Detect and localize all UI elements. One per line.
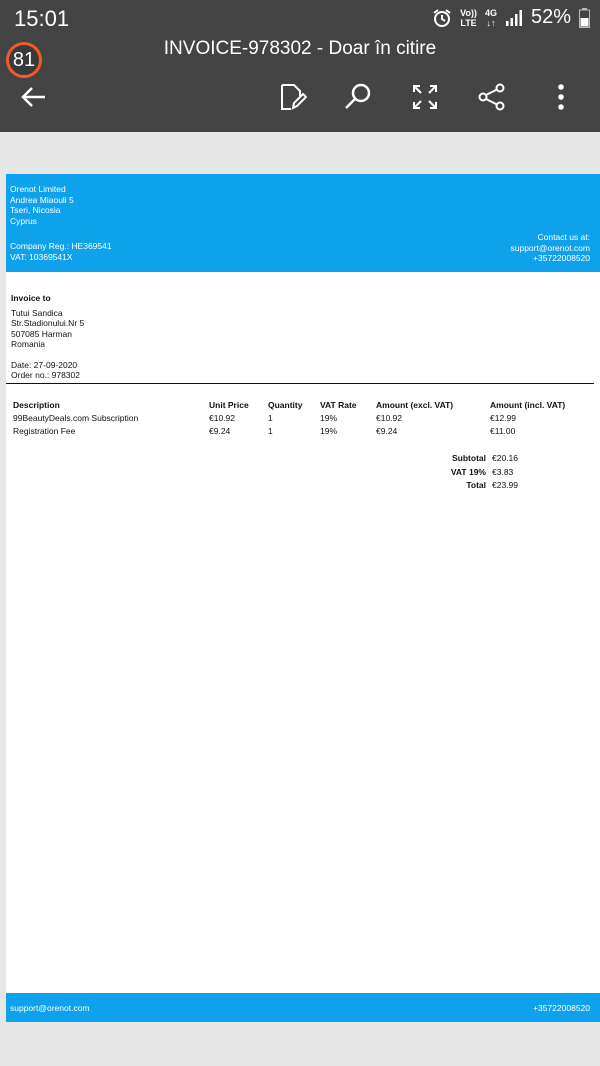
column-header: Unit Price bbox=[209, 399, 249, 410]
bill-to-block bbox=[11, 293, 84, 381]
company-header bbox=[6, 174, 600, 272]
company-registration bbox=[10, 241, 112, 262]
notification-count-badge[interactable]: 81 bbox=[6, 42, 42, 78]
back-arrow-icon bbox=[18, 82, 48, 112]
customer-street: Str.Stadionului.Nr 5 bbox=[11, 318, 85, 328]
company-vat: VAT: 10369541X bbox=[10, 251, 73, 262]
column-header: Quantity bbox=[268, 399, 303, 410]
order-number: Order no.: 978302 bbox=[11, 370, 80, 380]
alarm-icon bbox=[432, 8, 452, 28]
cell-amount-excl: €10.92 bbox=[376, 412, 402, 423]
cell-quantity: 1 bbox=[268, 425, 273, 436]
search-button[interactable] bbox=[343, 82, 373, 112]
search-icon bbox=[343, 82, 373, 112]
customer-country: Romania bbox=[11, 339, 46, 349]
total-row bbox=[406, 479, 552, 493]
document-title: INVOICE-978302 - Doar în citire bbox=[163, 38, 437, 59]
cell-quantity: 1 bbox=[268, 412, 273, 423]
fullscreen-icon bbox=[410, 82, 440, 112]
footer-email: support@orenot.com bbox=[10, 1003, 90, 1013]
volte-indicator: Vo)) LTE bbox=[460, 7, 477, 28]
customer-city: 507085 Harman bbox=[11, 328, 72, 339]
company-country: Cyprus bbox=[10, 215, 37, 226]
column-header: Amount (incl. VAT) bbox=[490, 399, 566, 410]
contact-phone: +35722008520 bbox=[533, 253, 590, 263]
back-button[interactable] bbox=[18, 82, 48, 112]
company-address bbox=[10, 184, 74, 226]
cell-vat-rate: 19% bbox=[320, 425, 338, 436]
status-bar bbox=[0, 0, 600, 36]
edit-button[interactable] bbox=[277, 82, 307, 112]
cell-unit-price: €9.24 bbox=[209, 425, 231, 436]
column-header: Amount (excl. VAT) bbox=[376, 399, 454, 410]
company-city: Tseri, Nicosia bbox=[10, 205, 61, 215]
bill-to-heading: Invoice to bbox=[11, 293, 51, 303]
customer-name: Tutui Sandica bbox=[11, 307, 63, 318]
table-header-row bbox=[11, 398, 582, 411]
company-name: Orenot Limited bbox=[10, 184, 66, 194]
subtotal-label: Subtotal bbox=[452, 453, 486, 463]
app-bar bbox=[0, 36, 600, 132]
share-button[interactable] bbox=[477, 82, 507, 112]
vat-row bbox=[406, 466, 552, 480]
table-row bbox=[11, 411, 582, 424]
column-header: VAT Rate bbox=[320, 399, 357, 410]
cell-amount-incl: €12.99 bbox=[490, 412, 516, 423]
battery-icon bbox=[579, 8, 590, 28]
subtotal-row bbox=[406, 452, 552, 466]
signal-icon bbox=[505, 9, 523, 27]
company-reg: Company Reg.: HE369541 bbox=[10, 241, 112, 251]
contact-email: support@orenot.com bbox=[510, 242, 590, 253]
footer-phone: +35722008520 bbox=[533, 1003, 590, 1013]
total-label: Total bbox=[466, 480, 486, 490]
status-icons bbox=[432, 6, 590, 29]
table-row bbox=[11, 424, 582, 437]
cell-unit-price: €10.92 bbox=[209, 412, 235, 423]
vat-label: VAT 19% bbox=[450, 466, 486, 477]
cell-description: Registration Fee bbox=[13, 425, 76, 436]
cell-vat-rate: 19% bbox=[320, 412, 338, 423]
invoice-date: Date: 27-09-2020 bbox=[11, 359, 78, 370]
network-type-indicator: 4G ↓↑ bbox=[484, 7, 497, 28]
vat-value: €3.83 bbox=[492, 466, 514, 477]
line-items-table bbox=[11, 398, 582, 437]
contact-label: Contact us at: bbox=[537, 232, 590, 242]
company-street: Andrea Miaouli 5 bbox=[10, 194, 74, 205]
status-time: 15:01 bbox=[14, 6, 70, 31]
total-value: €23.99 bbox=[492, 480, 518, 490]
cell-amount-excl: €9.24 bbox=[376, 425, 398, 436]
battery-percent: 52% bbox=[530, 6, 571, 28]
more-options-button[interactable] bbox=[546, 82, 576, 112]
fullscreen-button[interactable] bbox=[410, 82, 440, 112]
share-icon bbox=[477, 82, 507, 112]
invoice-page[interactable] bbox=[6, 174, 600, 1022]
cell-description: 99BeautyDeals.com Subscription bbox=[13, 412, 139, 423]
edit-document-icon bbox=[277, 82, 307, 112]
footer-band bbox=[6, 993, 600, 1022]
more-vert-icon bbox=[546, 82, 576, 112]
column-header: Description bbox=[13, 399, 60, 410]
divider bbox=[6, 383, 594, 384]
cell-amount-incl: €11.00 bbox=[490, 425, 516, 436]
company-contact bbox=[510, 232, 590, 264]
subtotal-value: €20.16 bbox=[492, 453, 518, 463]
totals-block bbox=[406, 452, 552, 493]
